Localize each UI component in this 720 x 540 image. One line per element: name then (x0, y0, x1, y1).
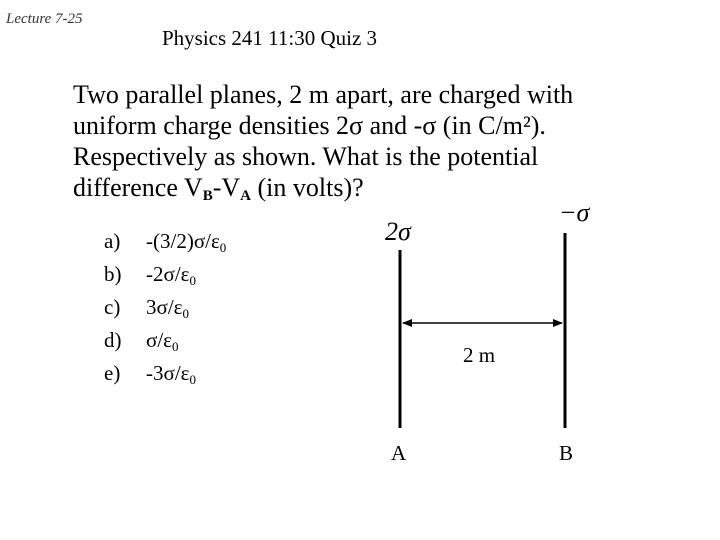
question-line-2: uniform charge densities 2σ and -σ (in C/m²). (73, 111, 546, 140)
subscript-a: A (240, 188, 251, 204)
option-text: $-(3/2)\sigma/\varepsilon_0$ (146, 229, 227, 255)
option-text: $\sigma/\varepsilon_0$ (146, 328, 179, 354)
quiz-title: Physics 241 11:30 Quiz 3 (162, 26, 378, 50)
question-line-4-pre: difference V (73, 173, 203, 202)
right-charge-label: −σ (559, 198, 590, 227)
question-line-1: Two parallel planes, 2 m apart, are charged with (73, 80, 574, 109)
question-line-3: Respectively as shown. What is the potential (73, 142, 539, 171)
lecture-label: Lecture 7-25 (6, 11, 83, 27)
subscript-b: B (202, 188, 213, 204)
left-charge-label: 2σ (385, 217, 411, 246)
option-text: $-3\sigma/\varepsilon_0$ (146, 361, 196, 387)
label-a: A (391, 441, 407, 465)
option-text: $3\sigma/\varepsilon_0$ (146, 295, 189, 321)
option-text: $-2\sigma/\varepsilon_0$ (146, 262, 196, 288)
option-letter: c) (104, 295, 121, 319)
option-letter: d) (104, 328, 122, 352)
option-letter: e) (104, 361, 121, 385)
question-line-4-post: (in volts)? (251, 173, 364, 202)
option-letter: b) (104, 262, 122, 286)
distance-label: 2 m (463, 343, 496, 367)
label-b: B (559, 441, 574, 465)
option-letter: a) (104, 229, 121, 253)
question-dash: -V (212, 173, 241, 202)
